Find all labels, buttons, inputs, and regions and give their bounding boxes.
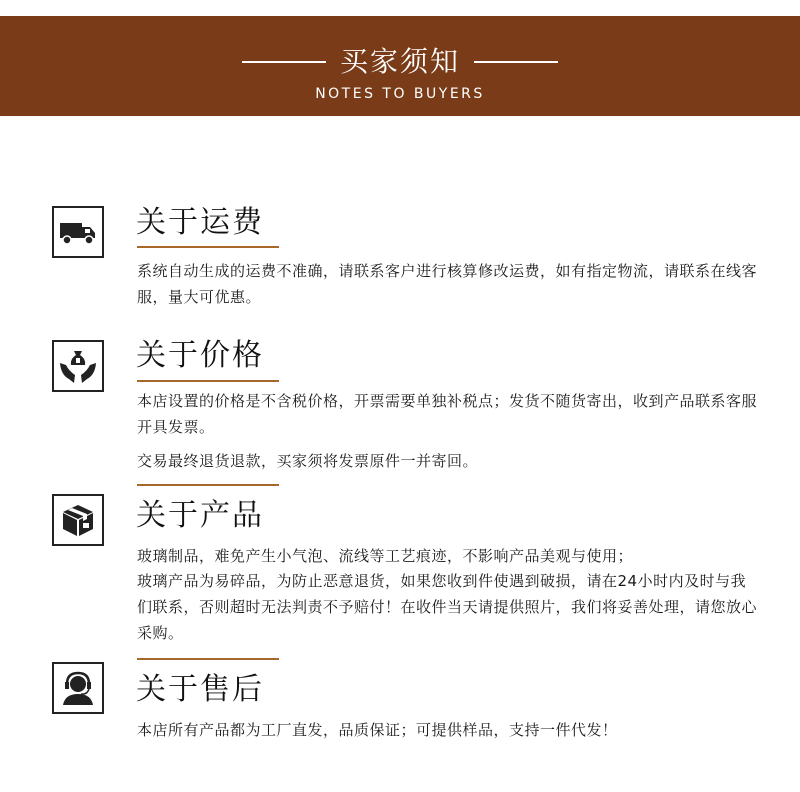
page-subtitle: NOTES TO BUYERS — [315, 86, 485, 102]
section-text-after-sales: 本店所有产品都为工厂直发，品质保证；可提供样品，支持一件代发！ — [137, 721, 618, 739]
section-title-shipping: 关于运费 — [136, 205, 264, 240]
package-box-icon — [52, 494, 104, 546]
section-divider — [137, 484, 279, 486]
customer-service-headset-icon — [52, 662, 104, 714]
page-title: 买家须知 — [339, 45, 460, 78]
section-title-product: 关于产品 — [136, 498, 264, 533]
section-title-price: 关于价格 — [136, 338, 264, 373]
section-text-product-1: 玻璃制品，难免产生小气泡、流线等工艺痕迹，不影响产品美观与使用； — [137, 547, 634, 565]
header-banner — [0, 16, 800, 116]
header-rule-left — [242, 61, 326, 63]
truck-icon — [52, 206, 104, 258]
section-text-product-2: 玻璃产品为易碎品，为防止恶意退货，如果您收到件使遇到破损，请在24小时内及时与我们联系，否则超时无法判责不予赔付！在收件当天请提供照片，我们将妥善处理，请您放心采购。 — [137, 572, 758, 642]
header-rule-right — [474, 61, 558, 63]
section-title-after-sales: 关于售后 — [136, 672, 264, 707]
section-text-price-1: 本店设置的价格是不含税价格，开票需要单独补税点；发货不随货寄出，收到产品联系客服开具发票。 — [137, 392, 758, 436]
section-divider — [137, 658, 279, 660]
section-text-shipping: 系统自动生成的运费不准确，请联系客户进行核算修改运费，如有指定物流，请联系在线客服，量大可优惠。 — [137, 262, 758, 306]
section-underline — [137, 246, 279, 248]
hands-money-bag-icon — [52, 340, 104, 392]
section-underline — [137, 380, 279, 382]
header-title-row — [0, 42, 800, 82]
section-text-price-2: 交易最终退货退款，买家须将发票原件一并寄回。 — [137, 452, 479, 470]
